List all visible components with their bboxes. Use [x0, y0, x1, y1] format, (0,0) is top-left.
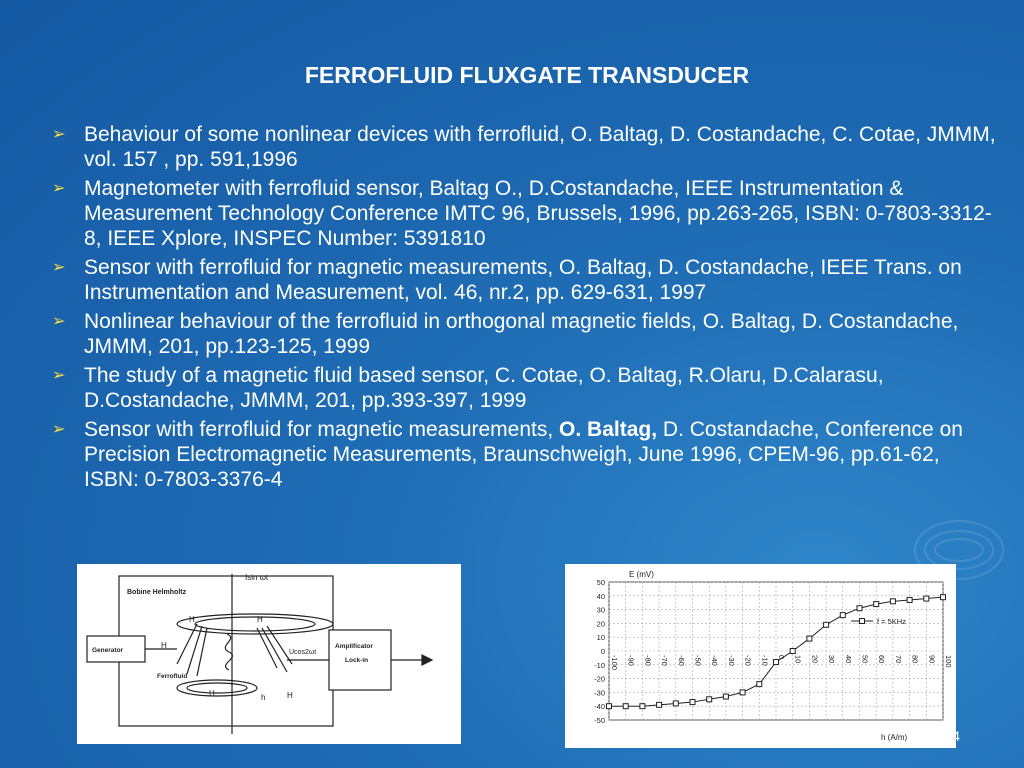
data-point [673, 701, 678, 706]
x-tick-label: 20 [810, 655, 820, 664]
field-label-h-small: h [261, 693, 266, 702]
x-tick-label: 70 [893, 655, 903, 664]
x-tick-label: 30 [827, 655, 837, 664]
data-point [690, 700, 695, 705]
x-tick-label: -30 [726, 655, 736, 666]
y-tick-label: 40 [596, 591, 605, 601]
data-point [707, 697, 712, 702]
reference-item [52, 122, 997, 172]
x-tick-label: -90 [626, 655, 636, 666]
amplifier-label: Amplificator [335, 643, 373, 650]
data-point [623, 704, 628, 709]
helmholtz-label: Bobine Helmholtz [127, 589, 187, 596]
y-tick-label: -40 [594, 702, 605, 712]
x-tick-label: -40 [710, 655, 720, 666]
reference-text-cont: D. Costandache, Conference on Precision Electromagnetic Measurements, Braunschweigh, June 1996, CPEM-96, pp.61-62, ISBN: 0-7803-3376-4 [84, 418, 963, 491]
y-axis-label: E (mV) [629, 570, 654, 579]
x-tick-label: 100 [944, 655, 953, 668]
field-arrow [177, 624, 197, 664]
arrow-bullet-icon: ➢ [52, 180, 66, 197]
x-tick-label: 90 [927, 655, 937, 664]
fluxgate-schematic [77, 564, 461, 744]
generator-label: Generator [92, 647, 124, 654]
y-tick-label: 10 [596, 633, 605, 643]
x-tick-label: 40 [843, 655, 853, 664]
data-point [924, 596, 929, 601]
reference-item [52, 309, 997, 359]
arrow-bullet-icon: ➢ [52, 421, 66, 438]
x-tick-label: -80 [643, 655, 653, 666]
legend-label: f = 5KHz [877, 617, 906, 626]
data-point [857, 606, 862, 611]
legend-marker [860, 619, 865, 624]
x-tick-label: 10 [793, 655, 803, 664]
y-tick-label: 50 [596, 578, 605, 587]
chart-svg [565, 564, 956, 748]
x-tick-label: -100 [610, 655, 619, 671]
current-label: Isin ωt [245, 573, 269, 582]
y-tick-label: -10 [594, 660, 605, 670]
voltage-label: Ucos2ωt [289, 649, 317, 656]
arrow-bullet-icon: ➢ [52, 367, 66, 384]
field-label-h: H [287, 691, 293, 700]
reference-item [52, 255, 997, 305]
schematic-svg [77, 564, 461, 744]
reference-item [52, 176, 997, 251]
data-point [757, 682, 762, 687]
field-label-h: H [161, 641, 167, 650]
arrow-bullet-icon: ➢ [52, 126, 66, 143]
slide-title: FERROFLUID FLUXGATE TRANSDUCER [304, 62, 750, 88]
reference-item [52, 363, 997, 413]
reference-text: Sensor with ferrofluid for magnetic measurements, O. Baltag, D. Costandache, IEEE Trans. on Instrumentation and Measurement, vol. 46, nr.2, pp. 629-631, 1997 [84, 256, 962, 304]
field-arrow [187, 626, 202, 674]
arrow-bullet-icon: ➢ [52, 259, 66, 276]
x-tick-label: -20 [743, 655, 753, 666]
reference-text: The study of a magnetic fluid based sensor, C. Cotae, O. Baltag, R.Olaru, D.Calarasu, D.Costandache, JMMM, 201, pp.393-397, 1999 [84, 364, 884, 412]
reference-text: Nonlinear behaviour of the ferrofluid in orthogonal magnetic fields, O. Baltag, D. Costandache, JMMM, 201, pp.123-125, 1999 [84, 310, 959, 358]
data-point [607, 704, 612, 709]
x-tick-label: 60 [877, 655, 887, 664]
x-tick-label: -70 [660, 655, 670, 666]
y-tick-label: 20 [596, 619, 605, 629]
data-point [890, 599, 895, 604]
coil-bottom-inner [187, 683, 247, 693]
x-tick-label: -60 [676, 655, 686, 666]
x-tick-label: 0 [777, 655, 786, 660]
data-point [824, 622, 829, 627]
field-label-h: H [257, 615, 263, 624]
data-point [740, 690, 745, 695]
y-tick-label: 30 [596, 605, 605, 615]
reference-text: Sensor with ferrofluid for magnetic measurements, [84, 418, 560, 441]
field-label-h: H [189, 615, 195, 624]
x-tick-label: -50 [693, 655, 703, 666]
data-point [874, 602, 879, 607]
ripple-decoration [934, 538, 984, 562]
data-point [907, 597, 912, 602]
x-tick-label: 50 [860, 655, 870, 664]
lockin-label: Lock-in [345, 657, 369, 664]
data-point [774, 660, 779, 665]
data-point [840, 613, 845, 618]
output-arrow [422, 655, 432, 665]
reference-bold-author: O. Baltag, [559, 418, 658, 441]
reference-text: Magnetometer with ferrofluid sensor, Baltag O., D.Costandache, IEEE Instrumentation & Measurement Technology Conference IMTC 96, Brussels, 1996, pp.263-265, ISBN: 0-7803-3312-8, IEEE Xplore, INSPEC Number: 5391810 [84, 177, 992, 250]
x-tick-label: -10 [760, 655, 770, 666]
arrow-bullet-icon: ➢ [52, 313, 66, 330]
data-point [723, 694, 728, 699]
field-label-h: H [209, 689, 215, 698]
coil-top-inner [195, 617, 315, 631]
x-tick-label: 80 [910, 655, 920, 664]
data-point [657, 702, 662, 707]
reference-list [52, 122, 997, 496]
y-tick-label: -50 [594, 716, 605, 725]
reference-item [52, 417, 997, 492]
y-tick-label: 0 [600, 647, 605, 656]
ferrofluid-label: Ferrofluid [157, 673, 188, 680]
y-tick-label: -20 [594, 674, 605, 684]
data-point [790, 649, 795, 654]
data-point [941, 595, 946, 600]
data-point [807, 636, 812, 641]
sensor-coil [225, 634, 232, 670]
page-number: 4 [952, 728, 960, 744]
reference-text: Behaviour of some nonlinear devices with ferrofluid, O. Baltag, D. Costandache, C. Cotae, JMMM, vol. 157 , pp. 591,1996 [84, 123, 996, 171]
x-axis-label: h (A/m) [881, 733, 908, 742]
data-point [640, 704, 645, 709]
response-chart [565, 564, 956, 748]
y-tick-label: -30 [594, 688, 605, 698]
